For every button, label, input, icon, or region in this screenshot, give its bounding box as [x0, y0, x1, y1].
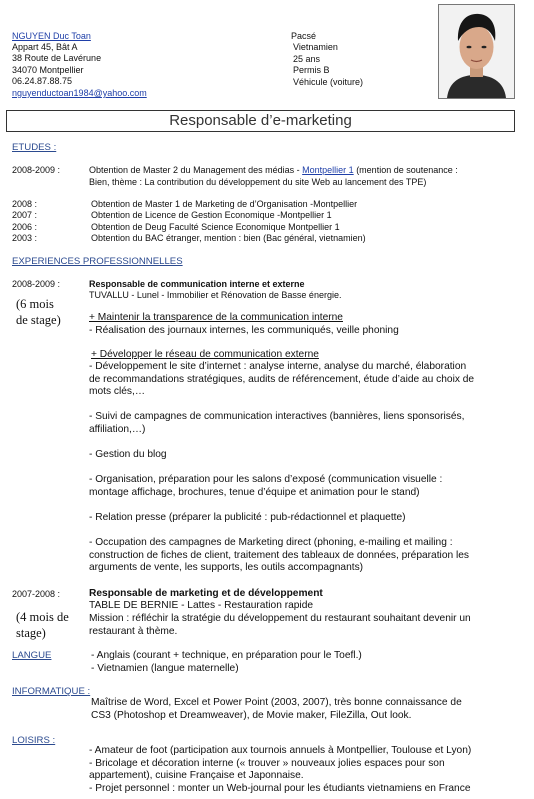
para-line: affiliation,…) — [89, 423, 146, 435]
job2-duration-line: stage) — [16, 626, 46, 640]
para-line: restaurant à thème. — [89, 625, 178, 637]
para-line: - Développement le site d’internet : analyse interne, analyse du marché, élaboration — [89, 361, 467, 372]
job1-year: 2008-2009 : — [12, 279, 61, 289]
para-line: - Organisation, préparation pour les salons d’exposé (communication visuelle : — [89, 474, 443, 485]
job1-sub1-heading: + Maintenir la transparence de la communication interne — [89, 312, 343, 323]
job2-duration-line: (4 mois de — [16, 610, 69, 624]
etudes-master2-text: Obtention de Master 2 du Management des médias - — [89, 165, 300, 175]
etudes-master2-mention: (mention de soutenance : — [356, 165, 458, 175]
etudes-rows-text — [91, 199, 366, 245]
informatique-text — [91, 697, 462, 722]
para-line: de recommandations stratégiques, audits de référencement, étude d’aide au choix de — [89, 373, 475, 385]
job1-duration-line: de stage) — [16, 313, 61, 327]
job2-duration — [16, 609, 69, 641]
langue-heading: LANGUE — [12, 650, 52, 661]
para-line: Maîtrise de Word, Excel et Power Point (2003, 2007), très bonne connaissance de — [91, 697, 462, 708]
job1-para-suivi — [89, 411, 464, 436]
job1-para-dev — [89, 361, 474, 399]
loisirs-item: - Amateur de foot (participation aux tournois annuels à Montpellier, Toulouse et Lyon) — [89, 745, 472, 756]
loisirs-item: appartement), cuisine Française et Japonnaise. — [89, 770, 304, 782]
loisirs-list — [89, 745, 471, 795]
para-line: - Suivi de campagnes de communication interactives (bannières, liens sponsorisés, — [89, 411, 465, 422]
job-title-box — [6, 110, 515, 132]
job1-para-presse: - Relation presse (préparer la publicité : pub-rédactionnel et plaquette) — [89, 512, 406, 523]
vehicle: Véhicule (voiture) — [293, 76, 364, 87]
montpellier-link[interactable]: Montpellier 1 — [302, 165, 354, 175]
etudes-item: Obtention du BAC étranger, mention : bien (Bac général, vietnamien) — [91, 233, 366, 244]
para-line: Mission : réfléchir la stratégie du développement du restaurant souhaitant devenir un — [89, 613, 471, 624]
etudes-year: 2008 : — [12, 199, 38, 209]
candidate-name[interactable]: NGUYEN Duc Toan — [12, 31, 91, 41]
etudes-item: Obtention de Master 1 de Marketing de d’Organisation -Montpellier — [91, 199, 358, 209]
para-line: mots clés,… — [89, 386, 146, 398]
etudes-heading: ETUDES : — [12, 142, 57, 153]
loisirs-heading: LOISIRS : — [12, 735, 56, 746]
job1-duration — [16, 296, 61, 328]
email-link[interactable]: nguyenductoan1984@yahoo.com — [12, 88, 147, 98]
job1-sub1-line: - Réalisation des journaux internes, les communiqués, veille phoning — [89, 325, 399, 336]
job2-company: TABLE DE BERNIE - Lattes - Restauration rapide — [89, 600, 314, 611]
langue-item: - Vietnamien (langue maternelle) — [91, 662, 239, 674]
job2-year: 2007-2008 : — [12, 589, 61, 599]
address-block — [12, 42, 101, 88]
personal-info — [291, 31, 363, 88]
address-line: 34070 Montpellier — [12, 64, 84, 75]
job1-para-blog: - Gestion du blog — [89, 449, 167, 460]
job1-duration-line: (6 mois — [16, 297, 54, 311]
job1-sub2-heading: + Développer le réseau de communication externe — [91, 349, 319, 360]
etudes-master2 — [89, 165, 458, 176]
job2-title: Responsable de marketing et de développement — [89, 588, 323, 599]
job1-title: Responsable de communication interne et externe — [89, 279, 305, 289]
driving-license: Permis B — [293, 65, 330, 76]
informatique-heading: INFORMATIQUE : — [12, 686, 91, 697]
langue-item: - Anglais (courant + technique, en préparation pour le Toefl.) — [91, 650, 362, 661]
nationality: Vietnamien — [293, 42, 338, 53]
job-title: Responsable d’e-marketing — [169, 112, 352, 129]
para-line: arguments de vente, les supports, les outils accompagnants) — [89, 562, 364, 574]
para-line: montage affichage, brochures, tenue d’équipe et animation pour le stand) — [89, 486, 420, 498]
loisirs-item: - Projet personnel : monter un Web-journal pour les étudiants vietnamiens en France — [89, 782, 471, 794]
etudes-year: 2008-2009 : — [12, 165, 61, 175]
etudes-item: Obtention de Licence de Gestion Economique -Montpellier 1 — [91, 210, 332, 221]
marital-status: Pacsé — [291, 31, 317, 41]
experiences-heading: EXPERIENCES PROFESSIONNELLES — [12, 256, 183, 267]
job2-mission — [89, 613, 471, 638]
job1-company: TUVALLU - Lunel - Immobilier et Rénovation de Basse énergie. — [89, 290, 342, 300]
phone-number: 06.24.87.88.75 — [12, 76, 73, 87]
etudes-rows-years — [12, 199, 37, 245]
etudes-year: 2007 : — [12, 210, 38, 221]
langue-list — [91, 650, 362, 675]
etudes-item: Obtention de Deug Faculté Science Economique Montpellier 1 — [91, 221, 340, 232]
etudes-year: 2006 : — [12, 221, 38, 232]
loisirs-item: - Bricolage et décoration interne (« trouver » nouveaux jolies espaces pour son — [89, 757, 445, 769]
etudes-master2-theme: Bien, thème : La contribution du développement du site Web au lancement des TPE) — [89, 177, 427, 187]
para-line: CS3 (Photoshop et Dreamweaver), de Movie maker, FileZilla, Out look. — [91, 709, 412, 721]
job1-para-org — [89, 474, 442, 499]
para-line: - Occupation des campagnes de Marketing direct (phoning, e-mailing et mailing : — [89, 537, 453, 548]
para-line: construction de fiches de client, traitement des tableaux de données, préparation les — [89, 549, 470, 561]
address-line: 38 Route de Lavérune — [12, 53, 102, 64]
job1-para-occ — [89, 537, 469, 575]
etudes-year: 2003 : — [12, 233, 38, 244]
profile-photo — [438, 4, 515, 99]
age: 25 ans — [293, 53, 321, 64]
address-line: Appart 45, Bât A — [12, 42, 78, 52]
